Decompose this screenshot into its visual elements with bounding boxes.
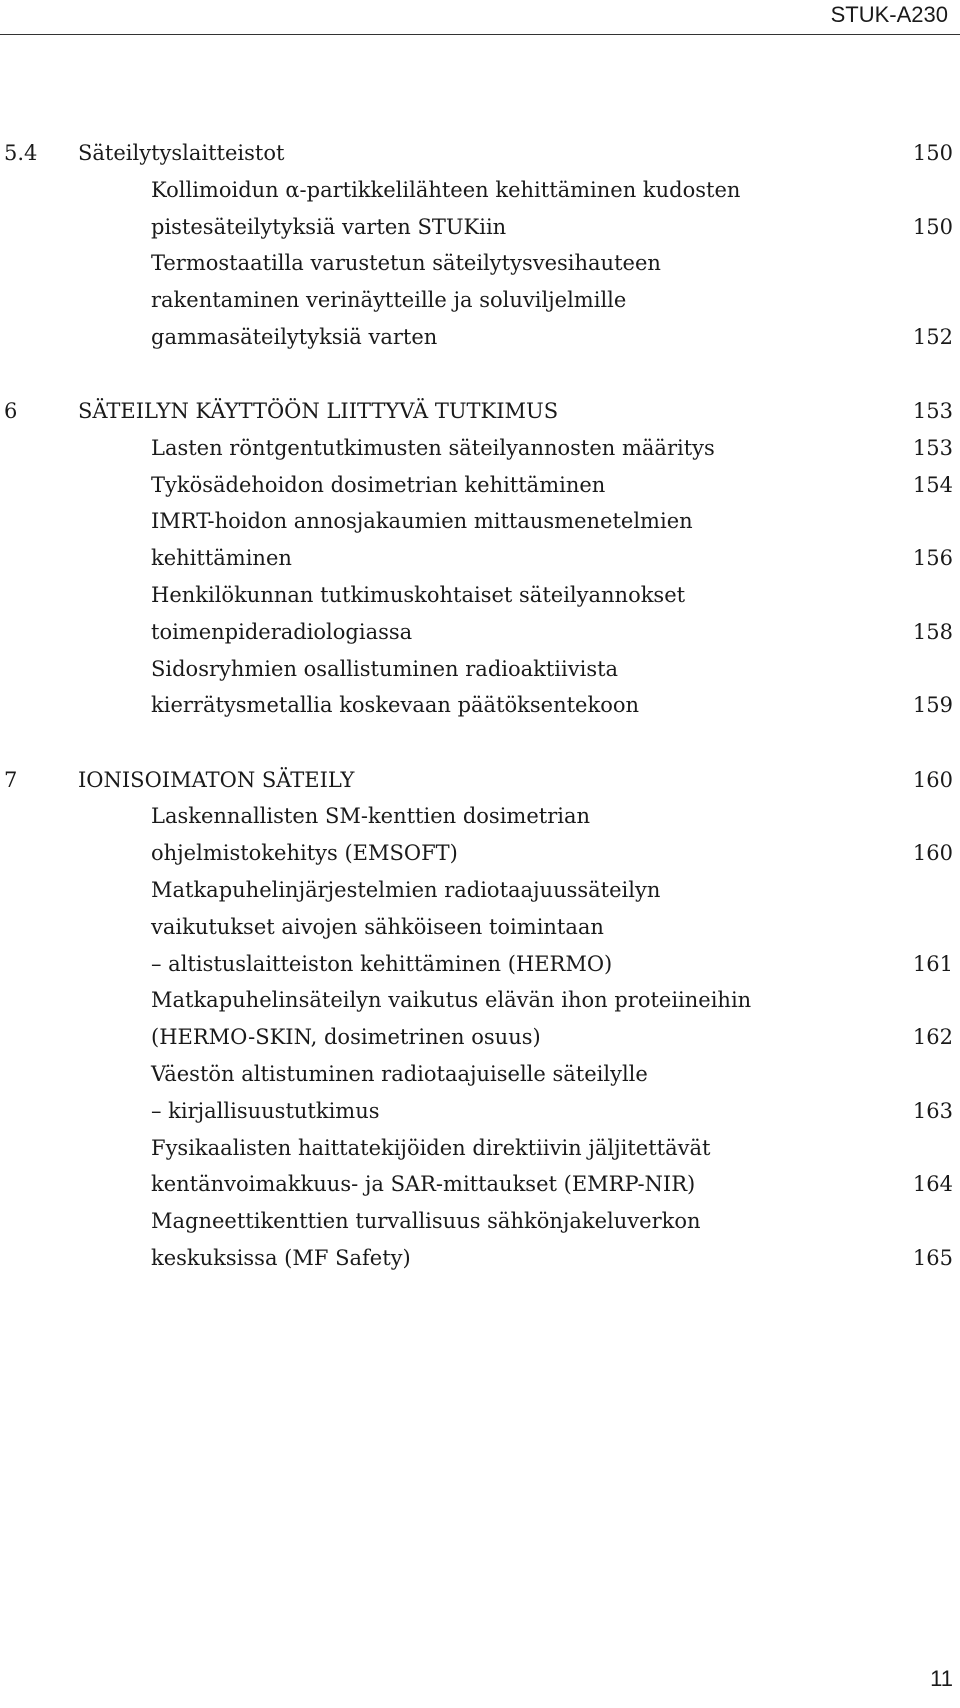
page-number: 11 [930, 1666, 953, 1691]
toc-entry [0, 467, 960, 504]
toc-entry [0, 651, 960, 725]
header-divider [0, 34, 960, 35]
toc-entry [0, 1056, 960, 1130]
toc-entry-line [0, 798, 960, 835]
entry-page-number: 163 [912, 1098, 953, 1123]
toc-heading [0, 135, 960, 172]
entry-page-number: 159 [912, 693, 953, 718]
entry-title-text: Kollimoidun α-partikkelilähteen kehittäminen kudosten [151, 177, 741, 202]
toc-section [0, 762, 960, 1277]
toc-entry-line [0, 1240, 960, 1277]
report-id: STUK-A230 [830, 2, 948, 27]
section-number: 7 [4, 767, 18, 792]
section-number: 5.4 [4, 141, 38, 165]
entry-page-number: 165 [912, 1245, 953, 1270]
entry-page-number: 152 [912, 324, 953, 349]
toc-entry-line [0, 540, 960, 577]
toc-entry-line [0, 430, 960, 467]
toc-entry-line [0, 1166, 960, 1203]
toc-entry-line [0, 909, 960, 946]
entry-title-text: Laskennallisten SM-kenttien dosimetrian [151, 804, 591, 829]
section-number: 6 [4, 399, 18, 424]
entry-title-text: – kirjallisuustutkimus [151, 1098, 380, 1123]
entry-title-text: vaikutukset aivojen sähköiseen toimintaan [151, 914, 604, 939]
toc-entry [0, 577, 960, 651]
entry-title-text: IMRT-hoidon annosjakaumien mittausmenetelmien [151, 509, 693, 534]
entry-page-number: 154 [912, 472, 953, 497]
entry-page-number: 161 [912, 951, 953, 976]
toc-entry-line [0, 503, 960, 540]
table-of-contents [0, 135, 960, 1277]
toc-entry [0, 503, 960, 577]
entry-title-text: Lasten röntgentutkimusten säteilyannosten määritys [151, 435, 715, 460]
entry-title-text: kentänvoimakkuus- ja SAR-mittaukset (EMRP-NIR) [151, 1172, 696, 1197]
entry-page-number: 153 [912, 435, 953, 460]
toc-entry-line [0, 872, 960, 909]
entry-title-text: keskuksissa (MF Safety) [151, 1245, 411, 1270]
entry-page-number: 158 [912, 619, 953, 644]
toc-entry-line [0, 282, 960, 319]
toc-entry-line [0, 319, 960, 356]
section-page-number: 150 [912, 141, 953, 165]
entry-title-text: ohjelmistokehitys (EMSOFT) [151, 841, 458, 866]
entry-page-number: 156 [912, 546, 953, 571]
entry-title-text: Henkilökunnan tutkimuskohtaiset säteilyannokset [151, 583, 686, 608]
toc-entry [0, 982, 960, 1056]
toc-entry [0, 798, 960, 872]
toc-section [0, 393, 960, 724]
entry-title-text: Tykösädehoidon dosimetrian kehittäminen [151, 472, 606, 497]
toc-entry [0, 245, 960, 355]
entry-title-text: Sidosryhmien osallistuminen radioaktiivista [151, 656, 619, 681]
toc-entry-line [0, 1203, 960, 1240]
toc-entry [0, 1203, 960, 1277]
toc-entry-line [0, 982, 960, 1019]
toc-entry-line [0, 1093, 960, 1130]
entry-title-text: (HERMO-SKIN, dosimetrinen osuus) [151, 1025, 541, 1050]
entry-title-text: Matkapuhelinjärjestelmien radiotaajuussäteilyn [151, 877, 661, 902]
section-title: Säteilytyslaitteistot [78, 141, 285, 165]
toc-heading [0, 393, 960, 430]
section-title: SÄTEILYN KÄYTTÖÖN LIITTYVÄ TUTKIMUS [78, 399, 559, 424]
entry-page-number: 160 [912, 841, 953, 866]
entry-title-text: Magneettikenttien turvallisuus sähkönjakeluverkon [151, 1209, 701, 1234]
entry-title-text: rakentaminen verinäytteille ja soluviljelmille [151, 288, 627, 313]
toc-entry-line [0, 614, 960, 651]
toc-entry-line [0, 1056, 960, 1093]
entry-title-text: toimenpideradiologiassa [151, 619, 413, 644]
entry-title-text: kierrätysmetallia koskevaan päätöksentekoon [151, 693, 640, 718]
page-header [0, 0, 960, 37]
section-title: IONISOIMATON SÄTEILY [78, 767, 355, 792]
toc-entry-line [0, 467, 960, 504]
toc-entry-line [0, 172, 960, 209]
toc-heading [0, 762, 960, 799]
entry-title-text: kehittäminen [151, 546, 292, 571]
entry-page-number: 150 [912, 214, 953, 239]
toc-entry-line [0, 687, 960, 724]
toc-entry [0, 172, 960, 246]
toc-entry [0, 1130, 960, 1204]
toc-entry-line [0, 1019, 960, 1056]
entry-title-text: pistesäteilytyksiä varten STUKiin [151, 214, 507, 239]
toc-entry-line [0, 651, 960, 688]
toc-entry-line [0, 209, 960, 246]
section-page-number: 160 [912, 767, 953, 792]
entry-title-text: Fysikaalisten haittatekijöiden direktiivin jäljitettävät [151, 1135, 711, 1160]
entry-title-text: gammasäteilytyksiä varten [151, 324, 438, 349]
section-page-number: 153 [912, 399, 953, 424]
toc-entry [0, 430, 960, 467]
entry-page-number: 164 [912, 1172, 953, 1197]
toc-entry [0, 872, 960, 982]
toc-entry-line [0, 577, 960, 614]
entry-title-text: – altistuslaitteiston kehittäminen (HERMO) [151, 951, 613, 976]
toc-entry-line [0, 1130, 960, 1167]
entry-title-text: Väestön altistuminen radiotaajuiselle säteilylle [151, 1061, 648, 1086]
toc-section [0, 135, 960, 356]
entry-page-number: 162 [912, 1025, 953, 1050]
toc-entry-line [0, 946, 960, 983]
entry-title-text: Termostaatilla varustetun säteilytysvesihauteen [151, 251, 661, 276]
toc-entry-line [0, 835, 960, 872]
toc-entry-line [0, 245, 960, 282]
entry-title-text: Matkapuhelinsäteilyn vaikutus elävän ihon proteiineihin [151, 988, 752, 1013]
